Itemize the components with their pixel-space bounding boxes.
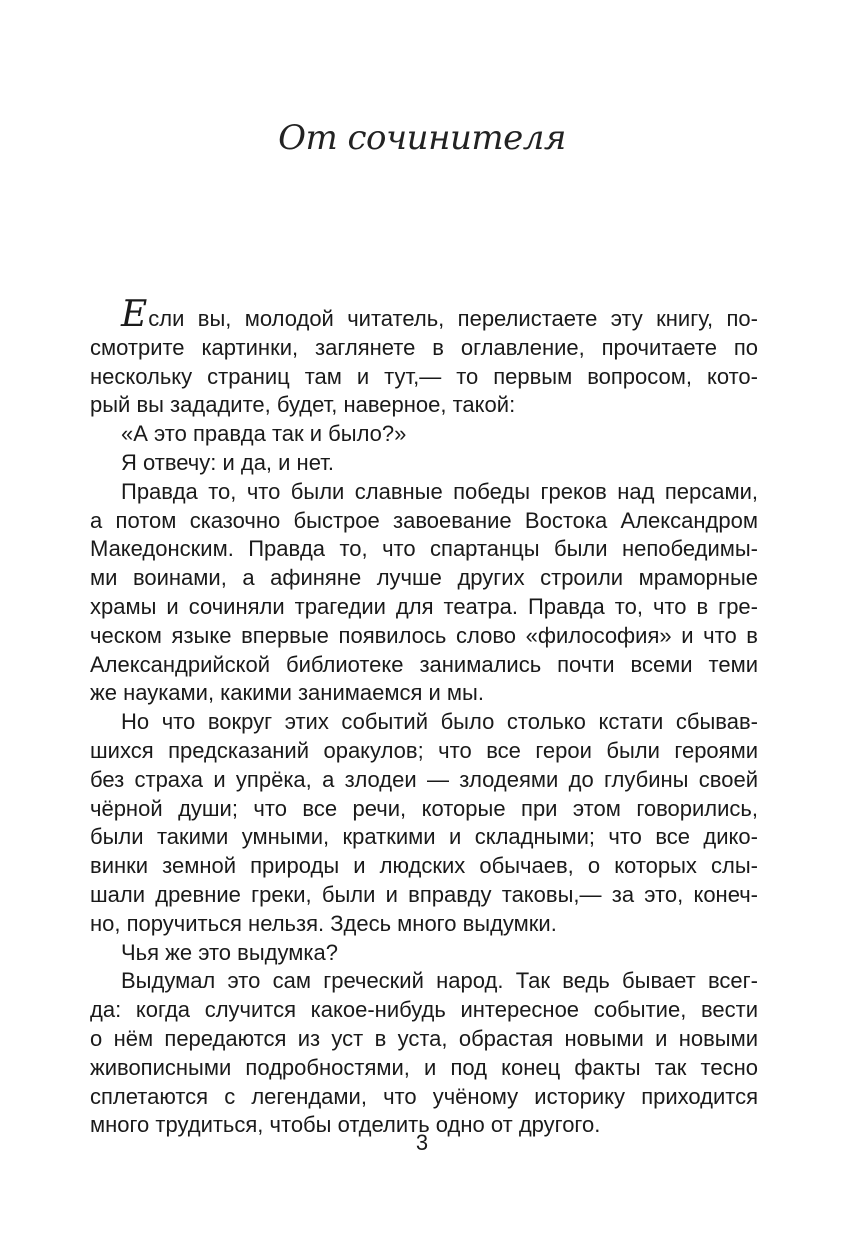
text-line-content: винки земной природы и людских обычаев, о которых слы- — [90, 853, 758, 879]
text-line — [90, 622, 758, 651]
text-line-content: смотрите картинки, заглянете в оглавление, прочитаете по — [90, 334, 758, 360]
text-line-content: живописными подробностями, и под конец факты так тесно — [90, 1054, 758, 1080]
text-line-content: были такими умными, краткими и складными; что все дико- — [90, 824, 758, 850]
text-line — [90, 294, 758, 335]
text-line — [90, 1083, 758, 1112]
text-line-content: без страха и упрёка, а злодеи — злодеями до глубины своей — [90, 766, 758, 792]
text-line-content: сли вы, молодой читатель, перелистаете эту книгу, по- — [148, 306, 758, 331]
paragraph — [90, 939, 758, 968]
paragraph — [90, 420, 758, 449]
text-line-content: много трудиться, чтобы отделить одно от другого. — [90, 1112, 601, 1138]
text-line-content: Александрийской библиотеке занимались почти всеми теми — [90, 651, 758, 677]
paragraph — [90, 708, 758, 938]
text-line-content: храмы и сочиняли трагедии для театра. Правда то, что в гре- — [90, 593, 758, 619]
text-line — [90, 910, 758, 939]
text-line — [90, 852, 758, 881]
text-line-content: Македонским. Правда то, что спартанцы были непобедимы- — [90, 536, 758, 562]
text-line — [90, 708, 758, 737]
drop-initial: Е — [121, 294, 148, 335]
page-number: 3 — [415, 1130, 429, 1155]
text-line — [90, 1054, 758, 1083]
text-line-content: «А это правда так и было?» — [121, 421, 407, 447]
text-line-content: Я отвечу: и да, и нет. — [121, 449, 334, 475]
text-line — [90, 967, 758, 996]
text-line — [90, 823, 758, 852]
text-line-content: Выдумал это сам греческий народ. Так ведь бывает всег- — [121, 968, 758, 994]
text-line — [90, 363, 758, 392]
text-line — [90, 651, 758, 680]
text-line — [90, 737, 758, 766]
body-text — [90, 294, 758, 1140]
text-line-content: чёрной души; что все речи, которые при этом говорились, — [90, 795, 758, 821]
text-line-content: нескольку страниц там и тут,— то первым вопросом, кото- — [90, 363, 758, 389]
text-line — [90, 593, 758, 622]
text-line — [90, 679, 758, 708]
text-line-content: ческом языке впервые появилось слово «философия» и что в — [90, 622, 758, 648]
text-line-content: шали древние греки, были и вправду таковы,— за это, конеч- — [90, 881, 758, 907]
text-line — [90, 334, 758, 363]
text-line-content: рый вы зададите, будет, наверное, такой: — [90, 392, 516, 418]
text-line — [90, 996, 758, 1025]
text-line — [90, 420, 758, 449]
text-line — [90, 449, 758, 478]
paragraph — [90, 478, 758, 708]
text-line-content: ми воинами, а афиняне лучше других строили мраморные — [90, 565, 758, 591]
text-line-content: Но что вокруг этих событий было столько кстати сбывав- — [121, 709, 758, 735]
text-line-content: а потом сказочно быстрое завоевание Востока Александром — [90, 507, 758, 533]
text-line — [90, 564, 758, 593]
text-line-content: о нём передаются из уст в уста, обрастая новыми и новыми — [90, 1025, 758, 1051]
text-line-content: шихся предсказаний оракулов; что все герои были героями — [90, 737, 758, 763]
chapter-title: От сочинителя — [278, 118, 566, 158]
text-line — [90, 939, 758, 968]
text-line-content: сплетаются с легендами, что учёному историку приходится — [90, 1083, 758, 1109]
text-line — [90, 507, 758, 536]
paragraph — [90, 967, 758, 1140]
text-line-content: Правда то, что были славные победы греков над персами, — [121, 478, 758, 504]
paragraph — [90, 449, 758, 478]
text-line — [90, 391, 758, 420]
text-line — [90, 478, 758, 507]
text-line — [90, 535, 758, 564]
text-line-content: но, поручиться нельзя. Здесь много выдумки. — [90, 910, 557, 936]
text-line — [90, 881, 758, 910]
text-line — [90, 795, 758, 824]
text-line — [90, 1025, 758, 1054]
text-line-content: да: когда случится какое-нибудь интересное событие, вести — [90, 997, 758, 1023]
text-line — [90, 766, 758, 795]
text-line-content: Чья же это выдумка? — [121, 939, 338, 965]
paragraph — [90, 294, 758, 420]
text-line-content: же науками, какими занимаемся и мы. — [90, 680, 484, 706]
